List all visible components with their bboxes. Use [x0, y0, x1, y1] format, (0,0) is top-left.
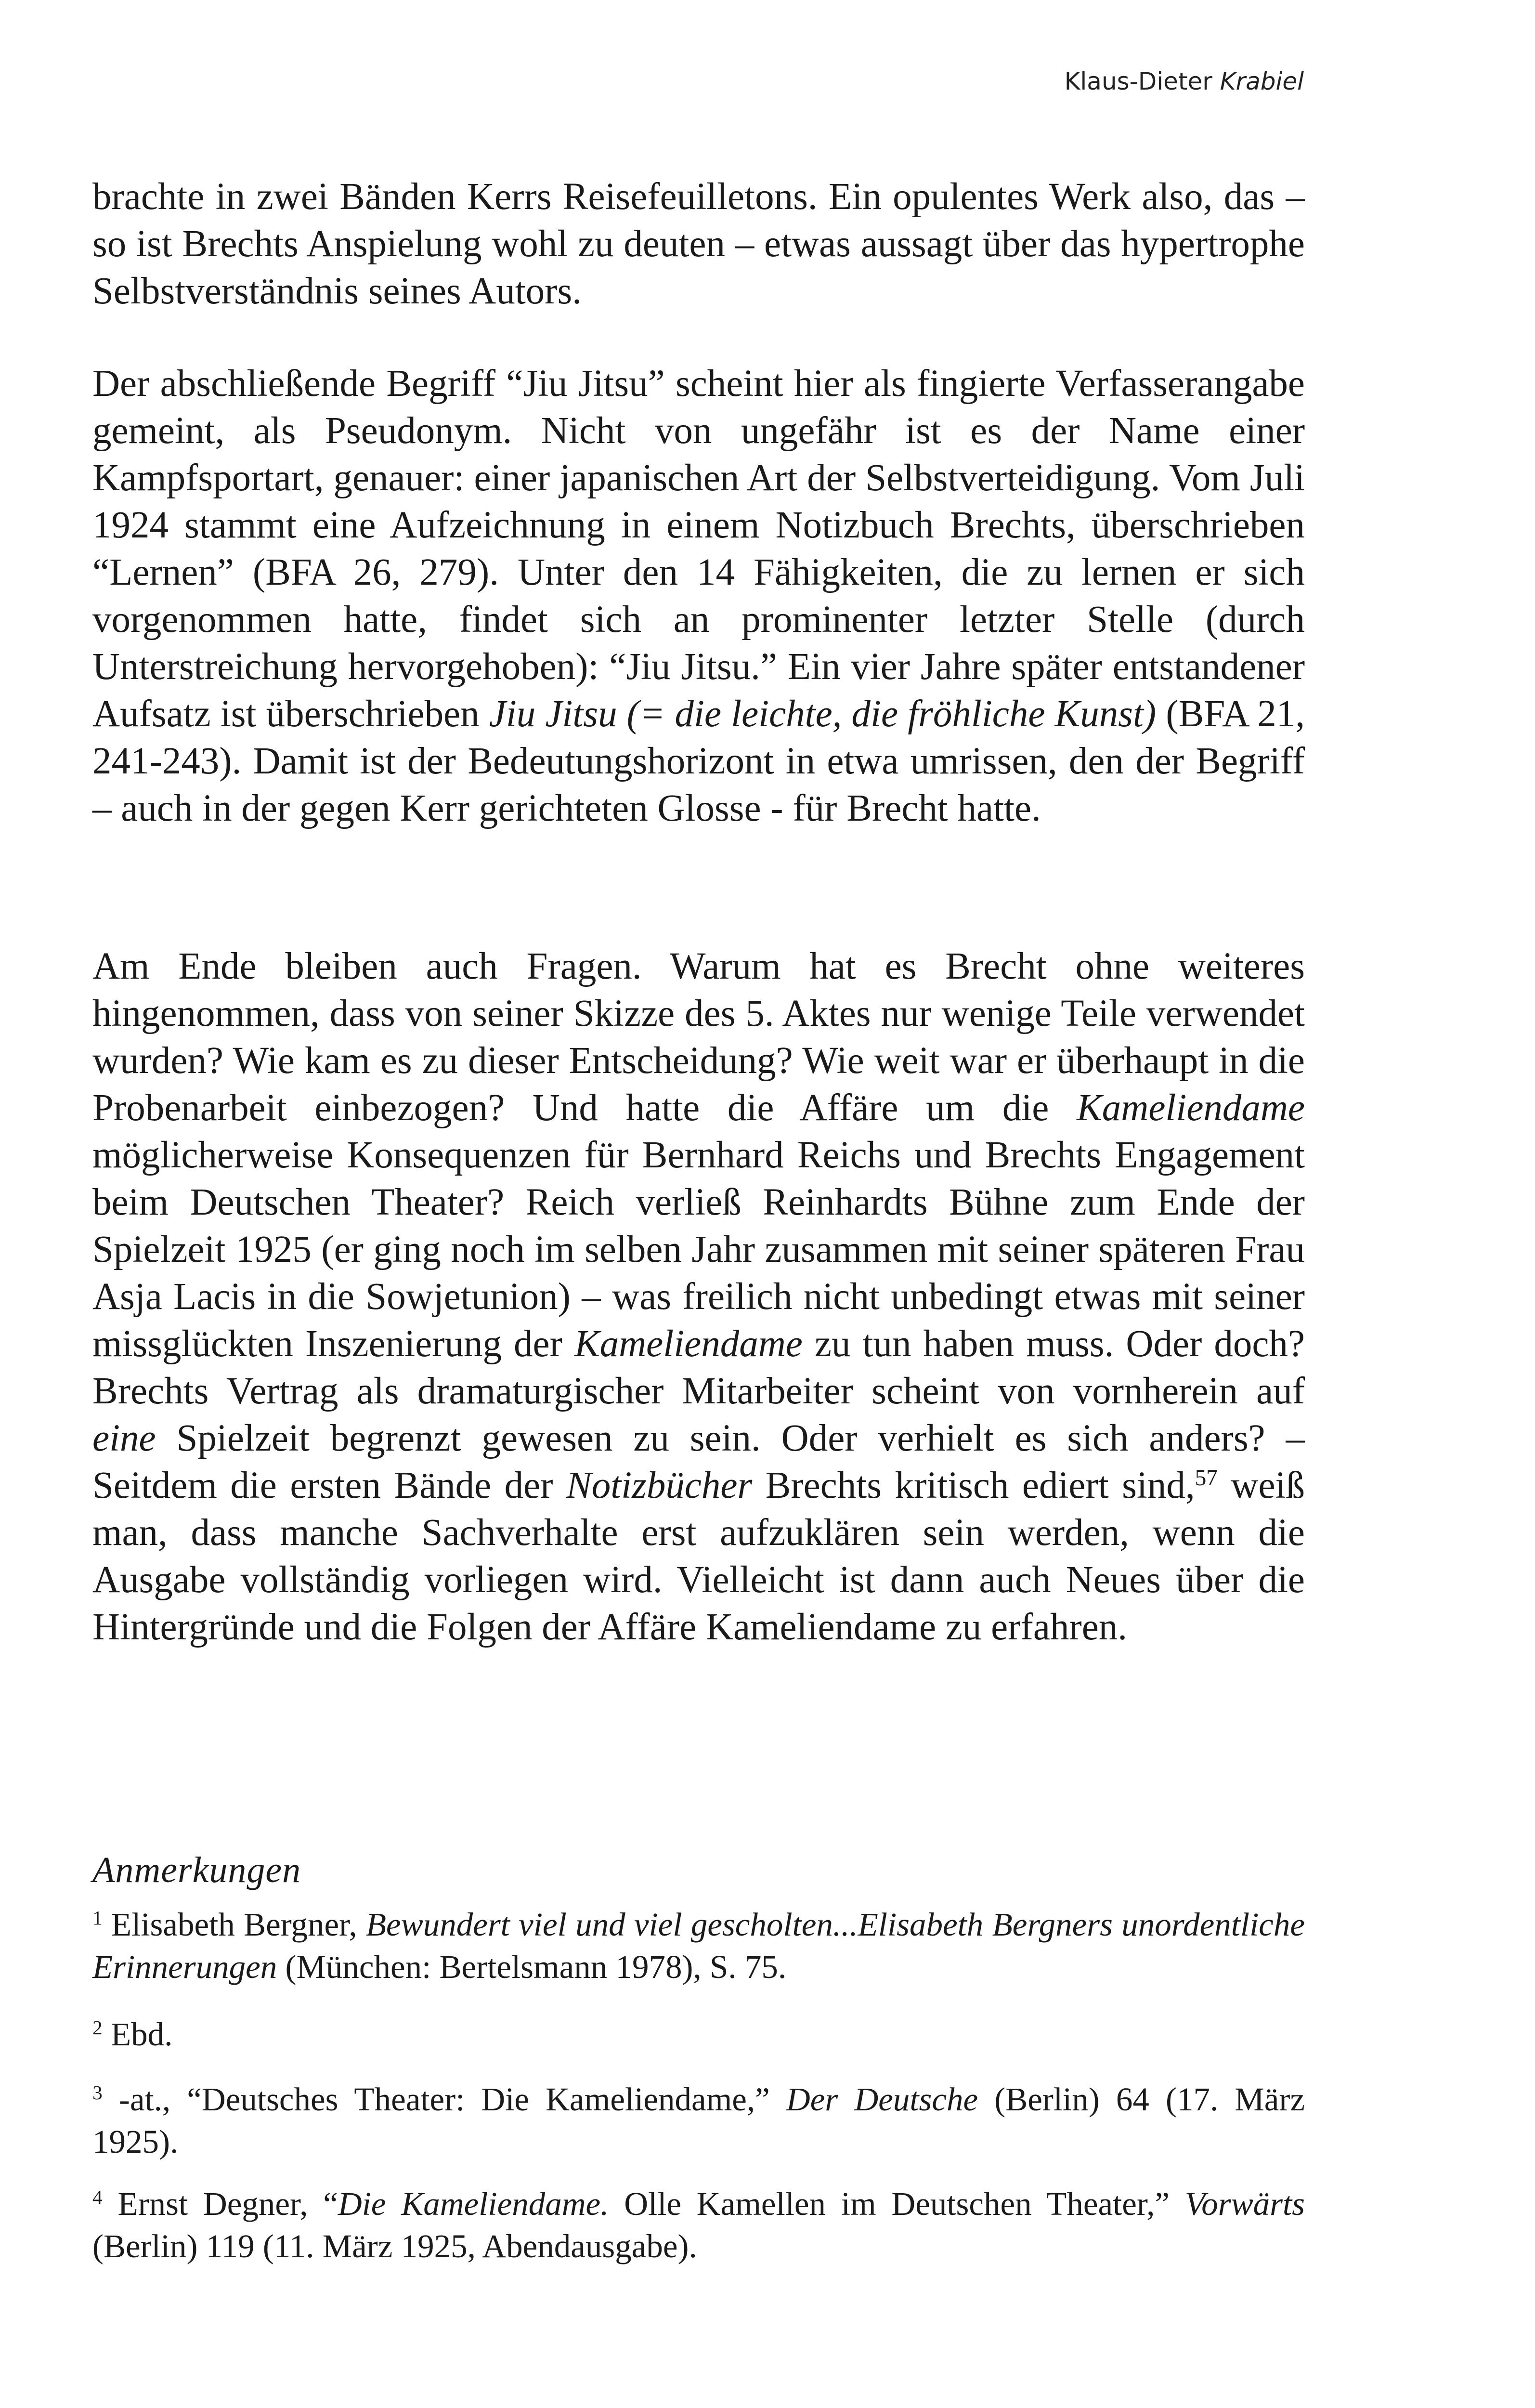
note-2-number: 2 [92, 2016, 103, 2039]
paragraph-3-italic-notizbuecher: Notizbücher [566, 1465, 753, 1506]
note-4-part-c: (Berlin) 119 (11. März 1925, Abendausgabe). [92, 2228, 697, 2264]
note-4-journal: Vorwärts [1184, 2186, 1305, 2222]
paragraph-3-part-a: Am Ende bleiben auch Fragen. Warum hat es Brecht ohne weiteres hingenommen, dass von seiner Skizze des 5. Aktes nur wenige Teile verwendet wurden? Wie kam es zu dieser Entscheidung? Wie weit war er überhaupt in die Probenarbeit einbezogen? Und hatte die Affäre um die [92, 945, 1305, 1129]
notes-heading: Anmerkungen [92, 1850, 301, 1890]
note-2 [92, 2013, 1305, 2055]
paragraph-3-part-f: weiß man, dass manche Sachverhalte erst aufzuklären sein werden, wenn die Ausgabe vollständig vorliegen wird. Vielleicht ist dann auch Neues über die Hintergründe und die Folgen der Affäre Kameliendame zu erfahren. [92, 1465, 1305, 1648]
header-author-first: Klaus-Dieter [1064, 67, 1212, 95]
paragraph-2 [92, 360, 1305, 832]
note-2-text: Ebd. [102, 2016, 173, 2053]
note-3-part-b: (Berlin) 64 (17. März 1925). [92, 2081, 1305, 2160]
paragraph-3-italic-kameliendame-2: Kameliendame [574, 1323, 803, 1365]
paragraph-3-italic-eine: eine [92, 1417, 156, 1459]
note-4-part-a: Ernst Degner, “ [102, 2186, 338, 2222]
paragraph-3-italic-kameliendame-1: Kameliendame [1077, 1087, 1305, 1129]
paragraph-1 [92, 173, 1305, 315]
paragraph-3-part-d: Spielzeit begrenzt gewesen zu sein. Oder verhielt es sich anders? – Seitdem die ersten Bände der [92, 1417, 1305, 1506]
paragraph-3-part-c: zu tun haben muss. Oder doch? Brechts Vertrag als dramaturgischer Mitarbeiter scheint von vornherein auf [92, 1323, 1305, 1412]
paragraph-2-part-b: (BFA 21, 241-243). Damit ist der Bedeutungshorizont in etwa umrissen, den der Begriff – auch in der gegen Kerr gerichteten Glosse - für Brecht hatte. [92, 693, 1305, 829]
paragraph-3-part-b: möglicherweise Konsequenzen für Bernhard Reichs und Brechts Engagement beim Deutschen Theater? Reich verließ Reinhardts Bühne zum Ende der Spielzeit 1925 (er ging noch im selben Jahr zusammen mit seiner späteren Frau Asja Lacis in die Sowjetunion) – was freilich nicht unbedingt etwas mit seiner missglückten Inszenierung der [92, 1134, 1305, 1365]
note-1-title: Bewundert viel und viel gescholten...Elisabeth Bergners unordentliche Erinnerungen [92, 1906, 1305, 1985]
note-1-part-b: (München: Bertelsmann 1978), S. 75. [277, 1949, 787, 1985]
paragraph-3-text [92, 943, 1305, 1651]
paragraph-3-part-e: Brechts kritisch ediert sind, [752, 1465, 1195, 1506]
note-3-number: 3 [92, 2081, 103, 2104]
paragraph-3 [92, 943, 1305, 1651]
footnote-reference-57: 57 [1195, 1465, 1218, 1491]
note-1-part-a: Elisabeth Bergner, [102, 1906, 366, 1943]
note-3-title: Der Deutsche [786, 2081, 978, 2118]
note-4 [92, 2183, 1305, 2267]
paragraph-2-work-title: Jiu Jitsu (= die leichte, die fröhliche Kunst) [489, 693, 1157, 735]
note-3-part-a: -at., “Deutsches Theater: Die Kameliendame,” [102, 2081, 786, 2118]
note-4-number: 4 [92, 2186, 103, 2209]
paragraph-1-text: brachte in zwei Bänden Kerrs Reisefeuilletons. Ein opulentes Werk also, das – so ist Brechts Anspielung wohl zu deuten – etwas aussagt über das hypertrophe Selbstverständnis seines Autors. [92, 176, 1305, 312]
paragraph-2-part-a: Der abschließende Begriff “Jiu Jitsu” scheint hier als fingierte Verfasserangabe gemeint, als Pseudonym. Nicht von ungefähr ist es der Name einer Kampfsportart, genauer: einer japanischen Art der Selbstverteidigung. Vom Juli 1924 stammt eine Aufzeichnung in einem Notizbuch Brechts, überschrieben “Lernen” (BFA 26, 279). Unter den 14 Fähigkeiten, die zu lernen er sich vorgenommen hatte, findet sich an prominenter letzter Stelle (durch Unterstreichung hervorgehoben): “Jiu Jitsu.” Ein vier Jahre später entstandener Aufsatz ist überschrieben [92, 363, 1305, 735]
note-4-title: Die Kameliendame. [338, 2186, 609, 2222]
note-4-part-b: Olle Kamellen im Deutschen Theater,” [609, 2186, 1185, 2222]
note-1 [92, 1903, 1305, 1988]
running-header [1065, 67, 1304, 95]
note-3 [92, 2078, 1305, 2163]
header-author-last: Krabiel [1220, 67, 1304, 95]
paragraph-2-text [92, 360, 1305, 832]
note-1-number: 1 [92, 1907, 103, 1929]
